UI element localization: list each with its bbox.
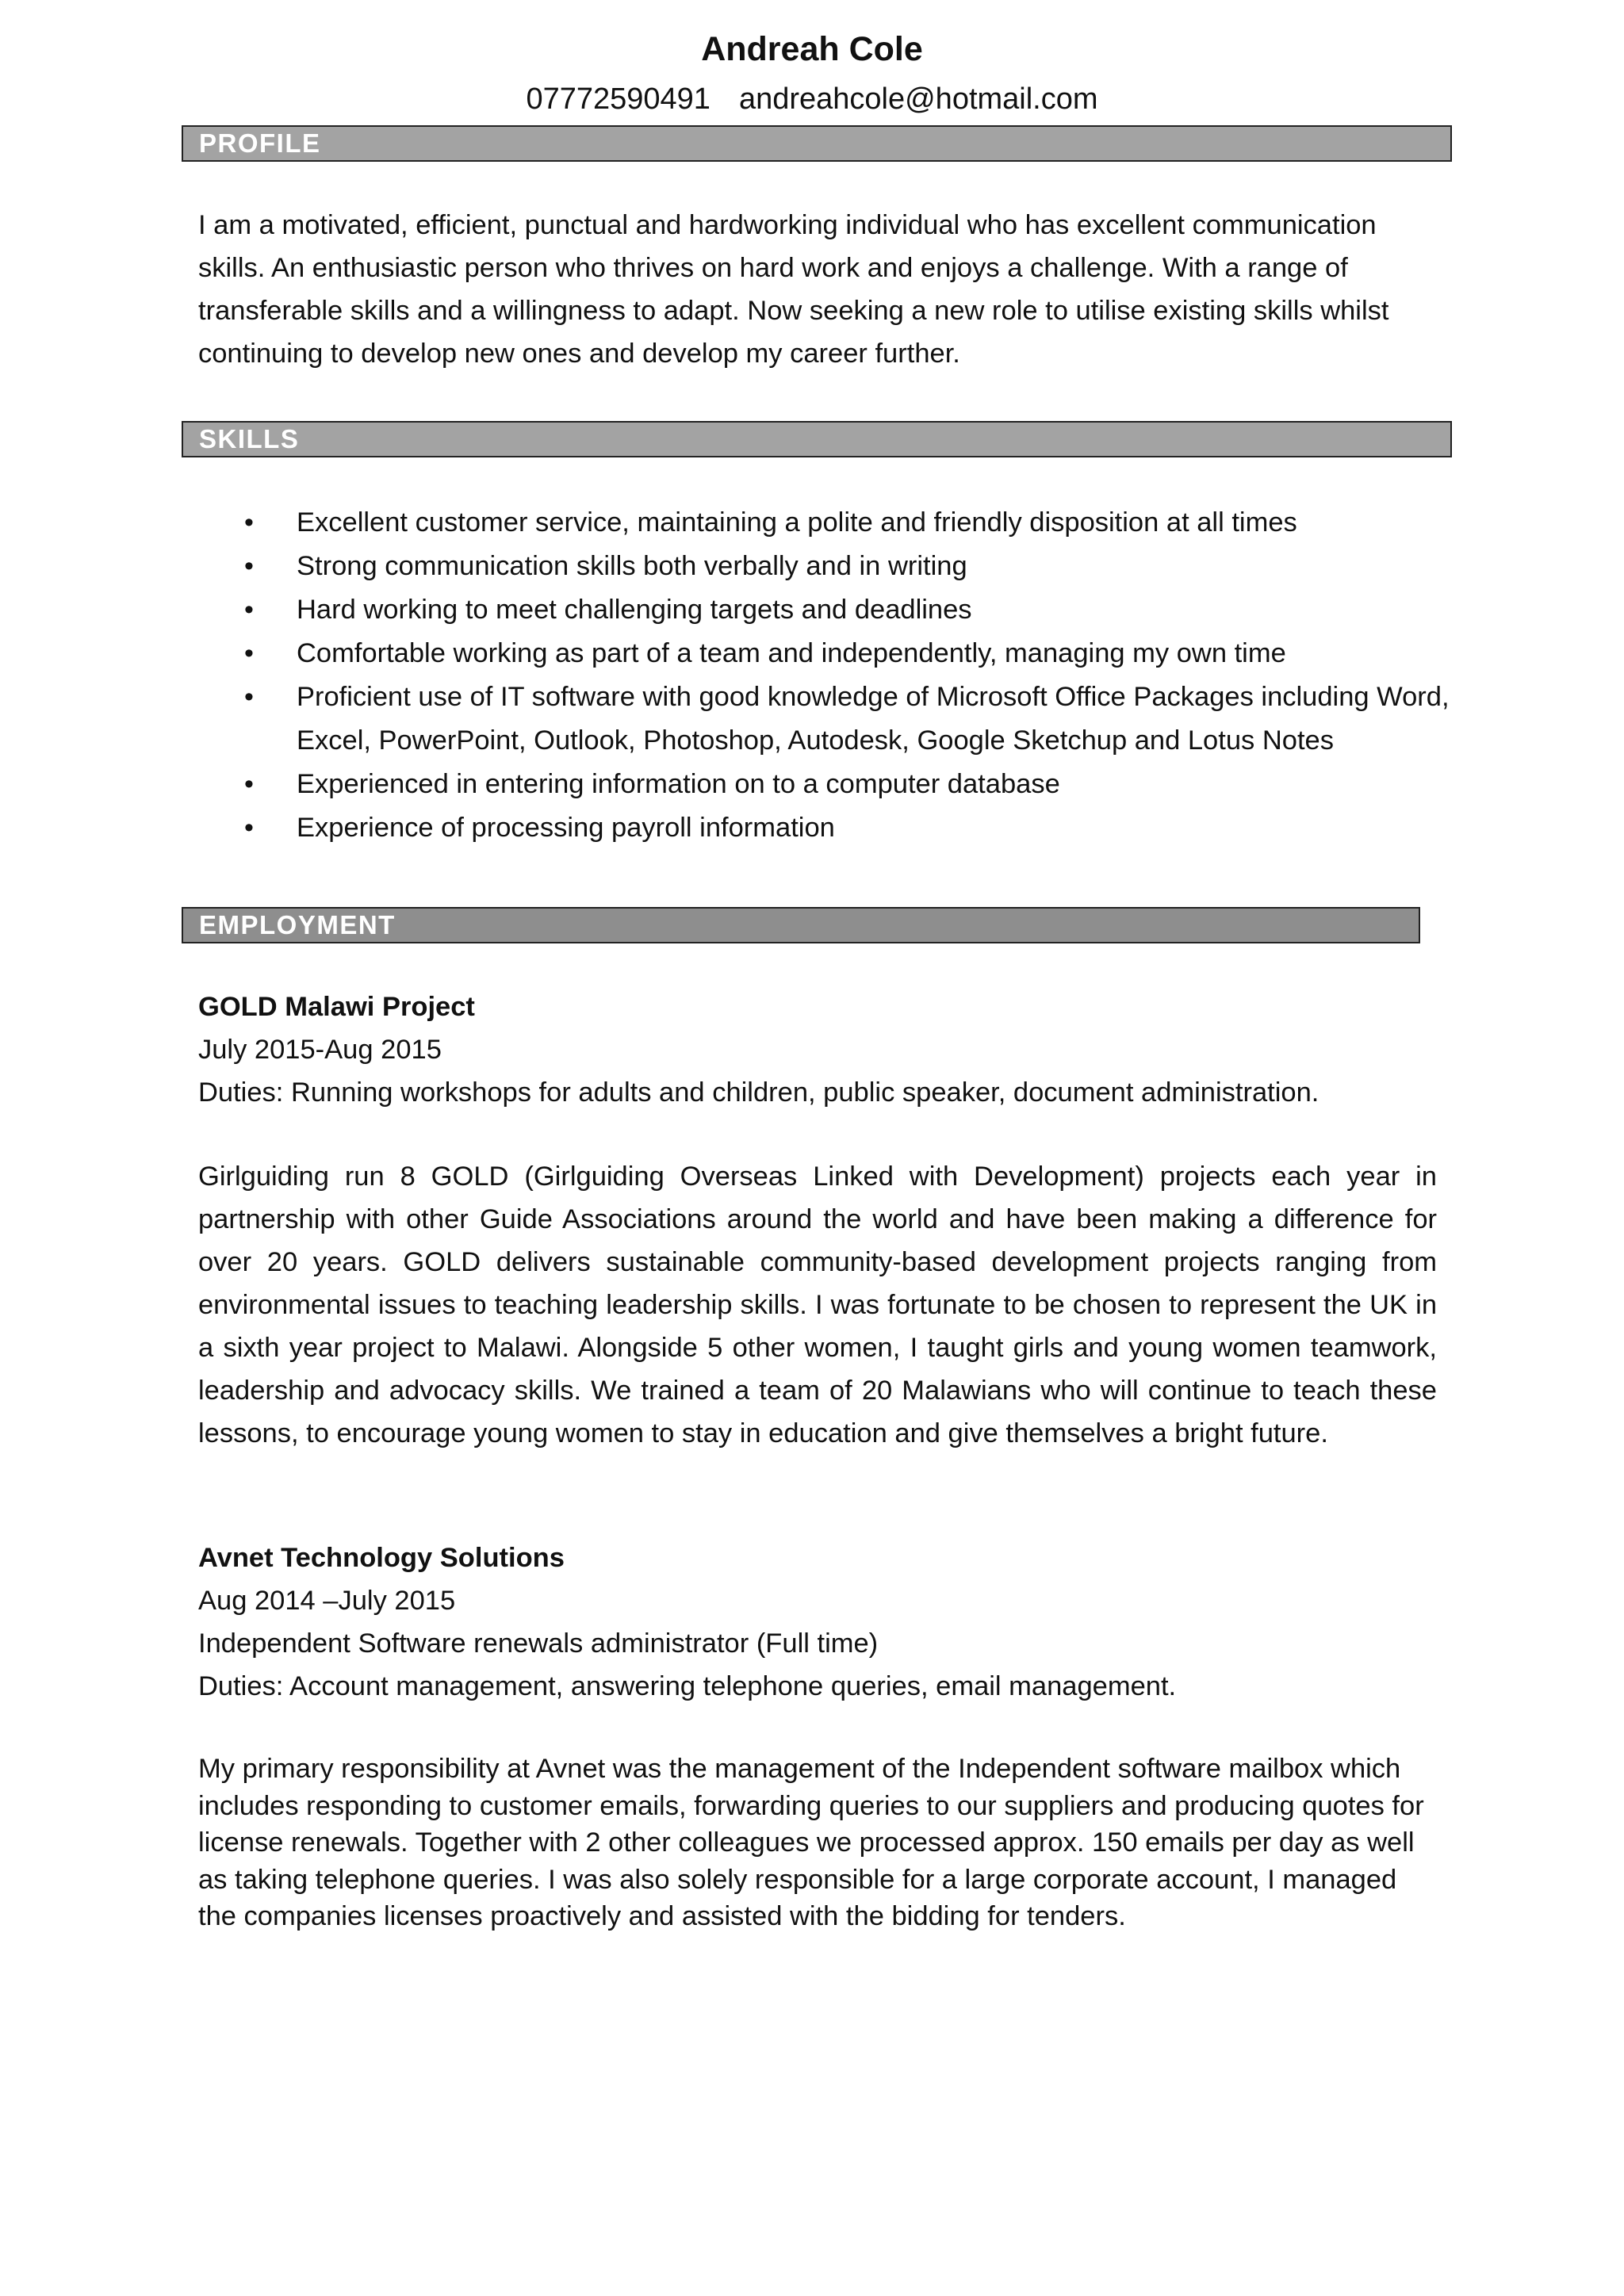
job-duties: Duties: Running workshops for adults and children, public speaker, document administration. — [198, 1077, 1320, 1108]
email-address: andreahcole@hotmail.com — [738, 82, 1098, 116]
job-description: My primary responsibility at Avnet was the management of the Independent software mailbox which includes responding to customer emails, forwarding queries to our suppliers and producing quotes for license renewals. Together with 2 other colleagues we processed approx. 150 emails per day as well as taking telephone queries. I was also solely responsible for a large corporate account, I managed the companies licenses proactively and assisted with the bidding for tenders. — [198, 1754, 1424, 1931]
skill-item: • Experienced in entering information on to a computer database — [198, 763, 1451, 806]
skill-item: • Proficient use of IT software with good knowledge of Microsoft Office Packages including Word, Excel, PowerPoint, Outlook, Photoshop, Autodesk, Google Sketchup and Lotus Notes — [198, 675, 1451, 763]
job-role: Independent Software renewals administrator (Full time) — [198, 1628, 879, 1659]
skill-item: • Excellent customer service, maintaining a polite and friendly disposition at all times — [198, 501, 1451, 545]
skill-item: • Hard working to meet challenging targets and deadlines — [198, 588, 1451, 632]
job-duties: Duties: Account management, answering telephone queries, email management. — [198, 1671, 1177, 1701]
job-description: Girlguiding run 8 GOLD (Girlguiding Overseas Linked with Development) projects each year in partnership with other Guide Associations around the world and have been making a difference for over 20 years. GOLD delivers sustainable community-based development projects ranging from environmental issues to teaching leadership skills. I was fortunate to be chosen to represent the UK in a sixth year project to Malawi. Alongside 5 other women, I taught girls and young women teamwork, leadership and advocacy skills. We trained a team of 20 Malawians who will continue to teach these lessons, to encourage young women to stay in education and give themselves a bright future. — [198, 1161, 1437, 1448]
section-heading-skills: SKILLS — [182, 421, 1452, 457]
section-heading-profile: PROFILE — [182, 125, 1452, 162]
job-dates: Aug 2014 –July 2015 — [198, 1586, 456, 1616]
skills-list — [198, 501, 1451, 850]
employer-name: Avnet Technology Solutions — [198, 1543, 565, 1573]
contact-line — [0, 78, 1624, 121]
skill-item: • Experience of processing payroll information — [198, 806, 1451, 850]
job-avnet-header — [198, 1536, 1435, 1708]
profile-text: I am a motivated, efficient, punctual and hardworking individual who has excellent communication skills. An enthusiastic person who thrives on hard work and enjoys a challenge. With a range of transferable skills and a willingness to adapt. Now seeking a new role to utilise existing skills whilst continuing to develop new ones and develop my career further. — [198, 210, 1389, 369]
employer-name: GOLD Malawi Project — [198, 992, 475, 1022]
applicant-name: Andreah Cole — [701, 30, 923, 68]
skill-item: • Strong communication skills both verbally and in writing — [198, 545, 1451, 588]
job-gold-header — [198, 985, 1435, 1114]
skill-item: • Comfortable working as part of a team and independently, managing my own time — [198, 632, 1451, 675]
phone-number: 07772590491 — [526, 82, 710, 116]
job-dates: July 2015-Aug 2015 — [198, 1035, 442, 1065]
section-heading-employment: EMPLOYMENT — [182, 907, 1420, 943]
